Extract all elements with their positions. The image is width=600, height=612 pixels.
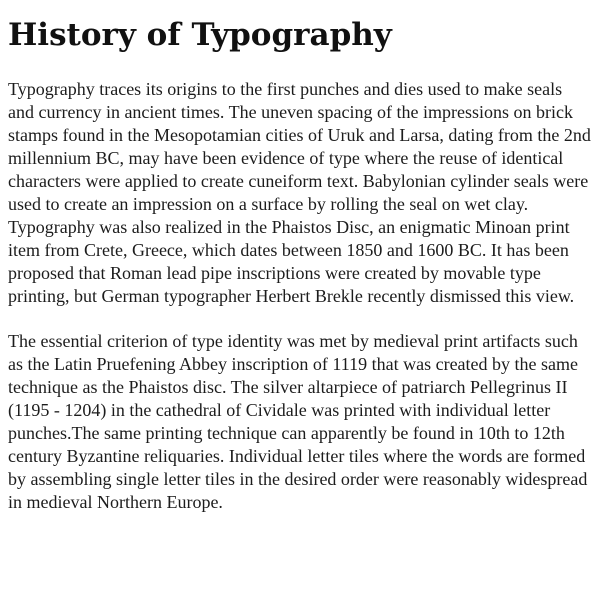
paragraph-typography-origins: Typography traces its origins to the first punches and dies used to make seals and currency in ancient times. The uneven spacing of the impressions on brick stamps found in the Mesopotamian cities of Uruk and Larsa, dating from the 2nd millennium BC, may have been evidence of type where the reuse of identical characters were applied to create cuneiform text. Babylonian cylinder seals were used to create an impression on a surface by rolling the seal on wet clay. Typography was also realized in the Phaistos Disc, an enigmatic Minoan print item from Crete, Greece, which dates between 1850 and 1600 BC. It has been proposed that Roman lead pipe inscriptions were created by movable type printing, but German typographer Herbert Brekle recently dismissed this view. bbox=[8, 79, 591, 307]
document-page bbox=[0, 17, 600, 612]
page-title: History of Typography bbox=[8, 17, 392, 53]
paragraph-medieval-print: The essential criterion of type identity was met by medieval print artifacts such as the Latin Pruefening Abbey inscription of 1119 that was created by the same technique as the Phaistos disc. The silver altarpiece of patriarch Pellegrinus II (1195 - 1204) in the cathedral of Cividale was printed with individual letter punches.The same printing technique can apparently be found in 10th to 12th century Byzantine reliquaries. Individual letter tiles where the words are formed by assembling single letter tiles in the desired order were reasonably widespread in medieval Northern Europe. bbox=[8, 331, 588, 513]
